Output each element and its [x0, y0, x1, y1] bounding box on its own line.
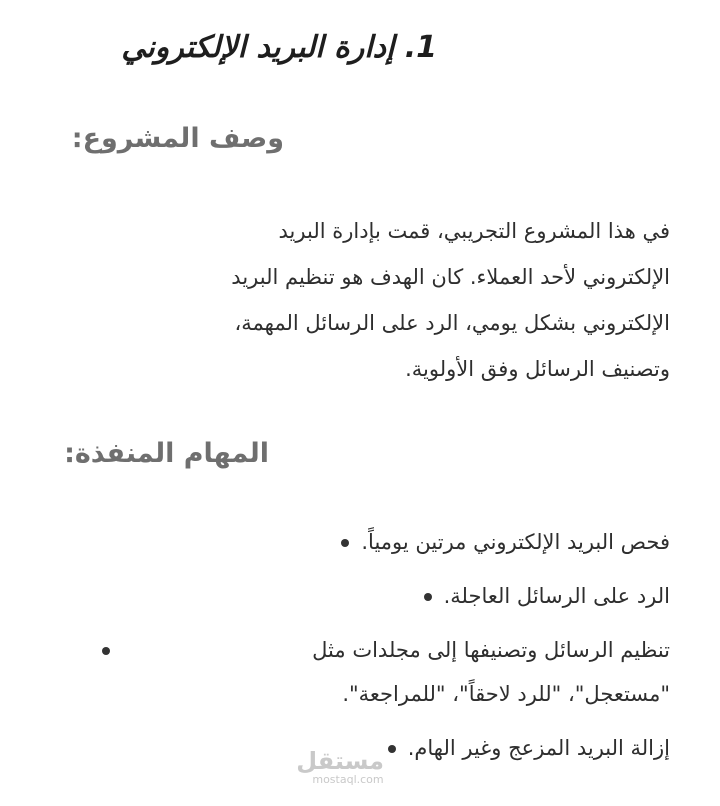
description-line: الإلكتروني لأحد العملاء. كان الهدف هو تنظيم البريد: [231, 265, 670, 289]
watermark-url: mostaql.com: [312, 773, 384, 786]
task-text: إزالة البريد المزعج وغير الهام.: [407, 736, 670, 760]
page-title: 1. إدارة البريد الإلكتروني: [121, 30, 437, 65]
task-line: تنظيم الرسائل وتصنيفها إلى مجلدات مثل: [312, 638, 670, 662]
task-item: [30, 574, 670, 618]
bullet-icon: [102, 647, 110, 655]
description-line: في هذا المشروع التجريبي، قمت بإدارة البريد: [278, 219, 670, 243]
task-line: "مستعجل"، "للرد لاحقاً"، "للمراجعة".: [342, 682, 670, 706]
bullet-icon: [341, 539, 349, 547]
task-text: فحص البريد الإلكتروني مرتين يومياً.: [361, 530, 670, 554]
watermark-logo: [296, 747, 384, 786]
description-heading: وصف المشروع:: [71, 123, 284, 154]
tasks-list: [30, 520, 670, 780]
description-line: الإلكتروني بشكل يومي، الرد على الرسائل المهمة،: [234, 311, 670, 335]
description-paragraph: [110, 208, 670, 392]
task-text: [230, 628, 670, 716]
task-text: الرد على الرسائل العاجلة.: [443, 584, 670, 608]
watermark-logo-text: مستقل: [296, 747, 384, 775]
task-item: [30, 520, 670, 564]
bullet-icon: [424, 593, 432, 601]
bullet-icon: [388, 745, 396, 753]
tasks-heading: المهام المنفذة:: [64, 438, 269, 469]
description-line: وتصنيف الرسائل وفق الأولوية.: [405, 357, 670, 381]
task-item: [30, 628, 670, 716]
